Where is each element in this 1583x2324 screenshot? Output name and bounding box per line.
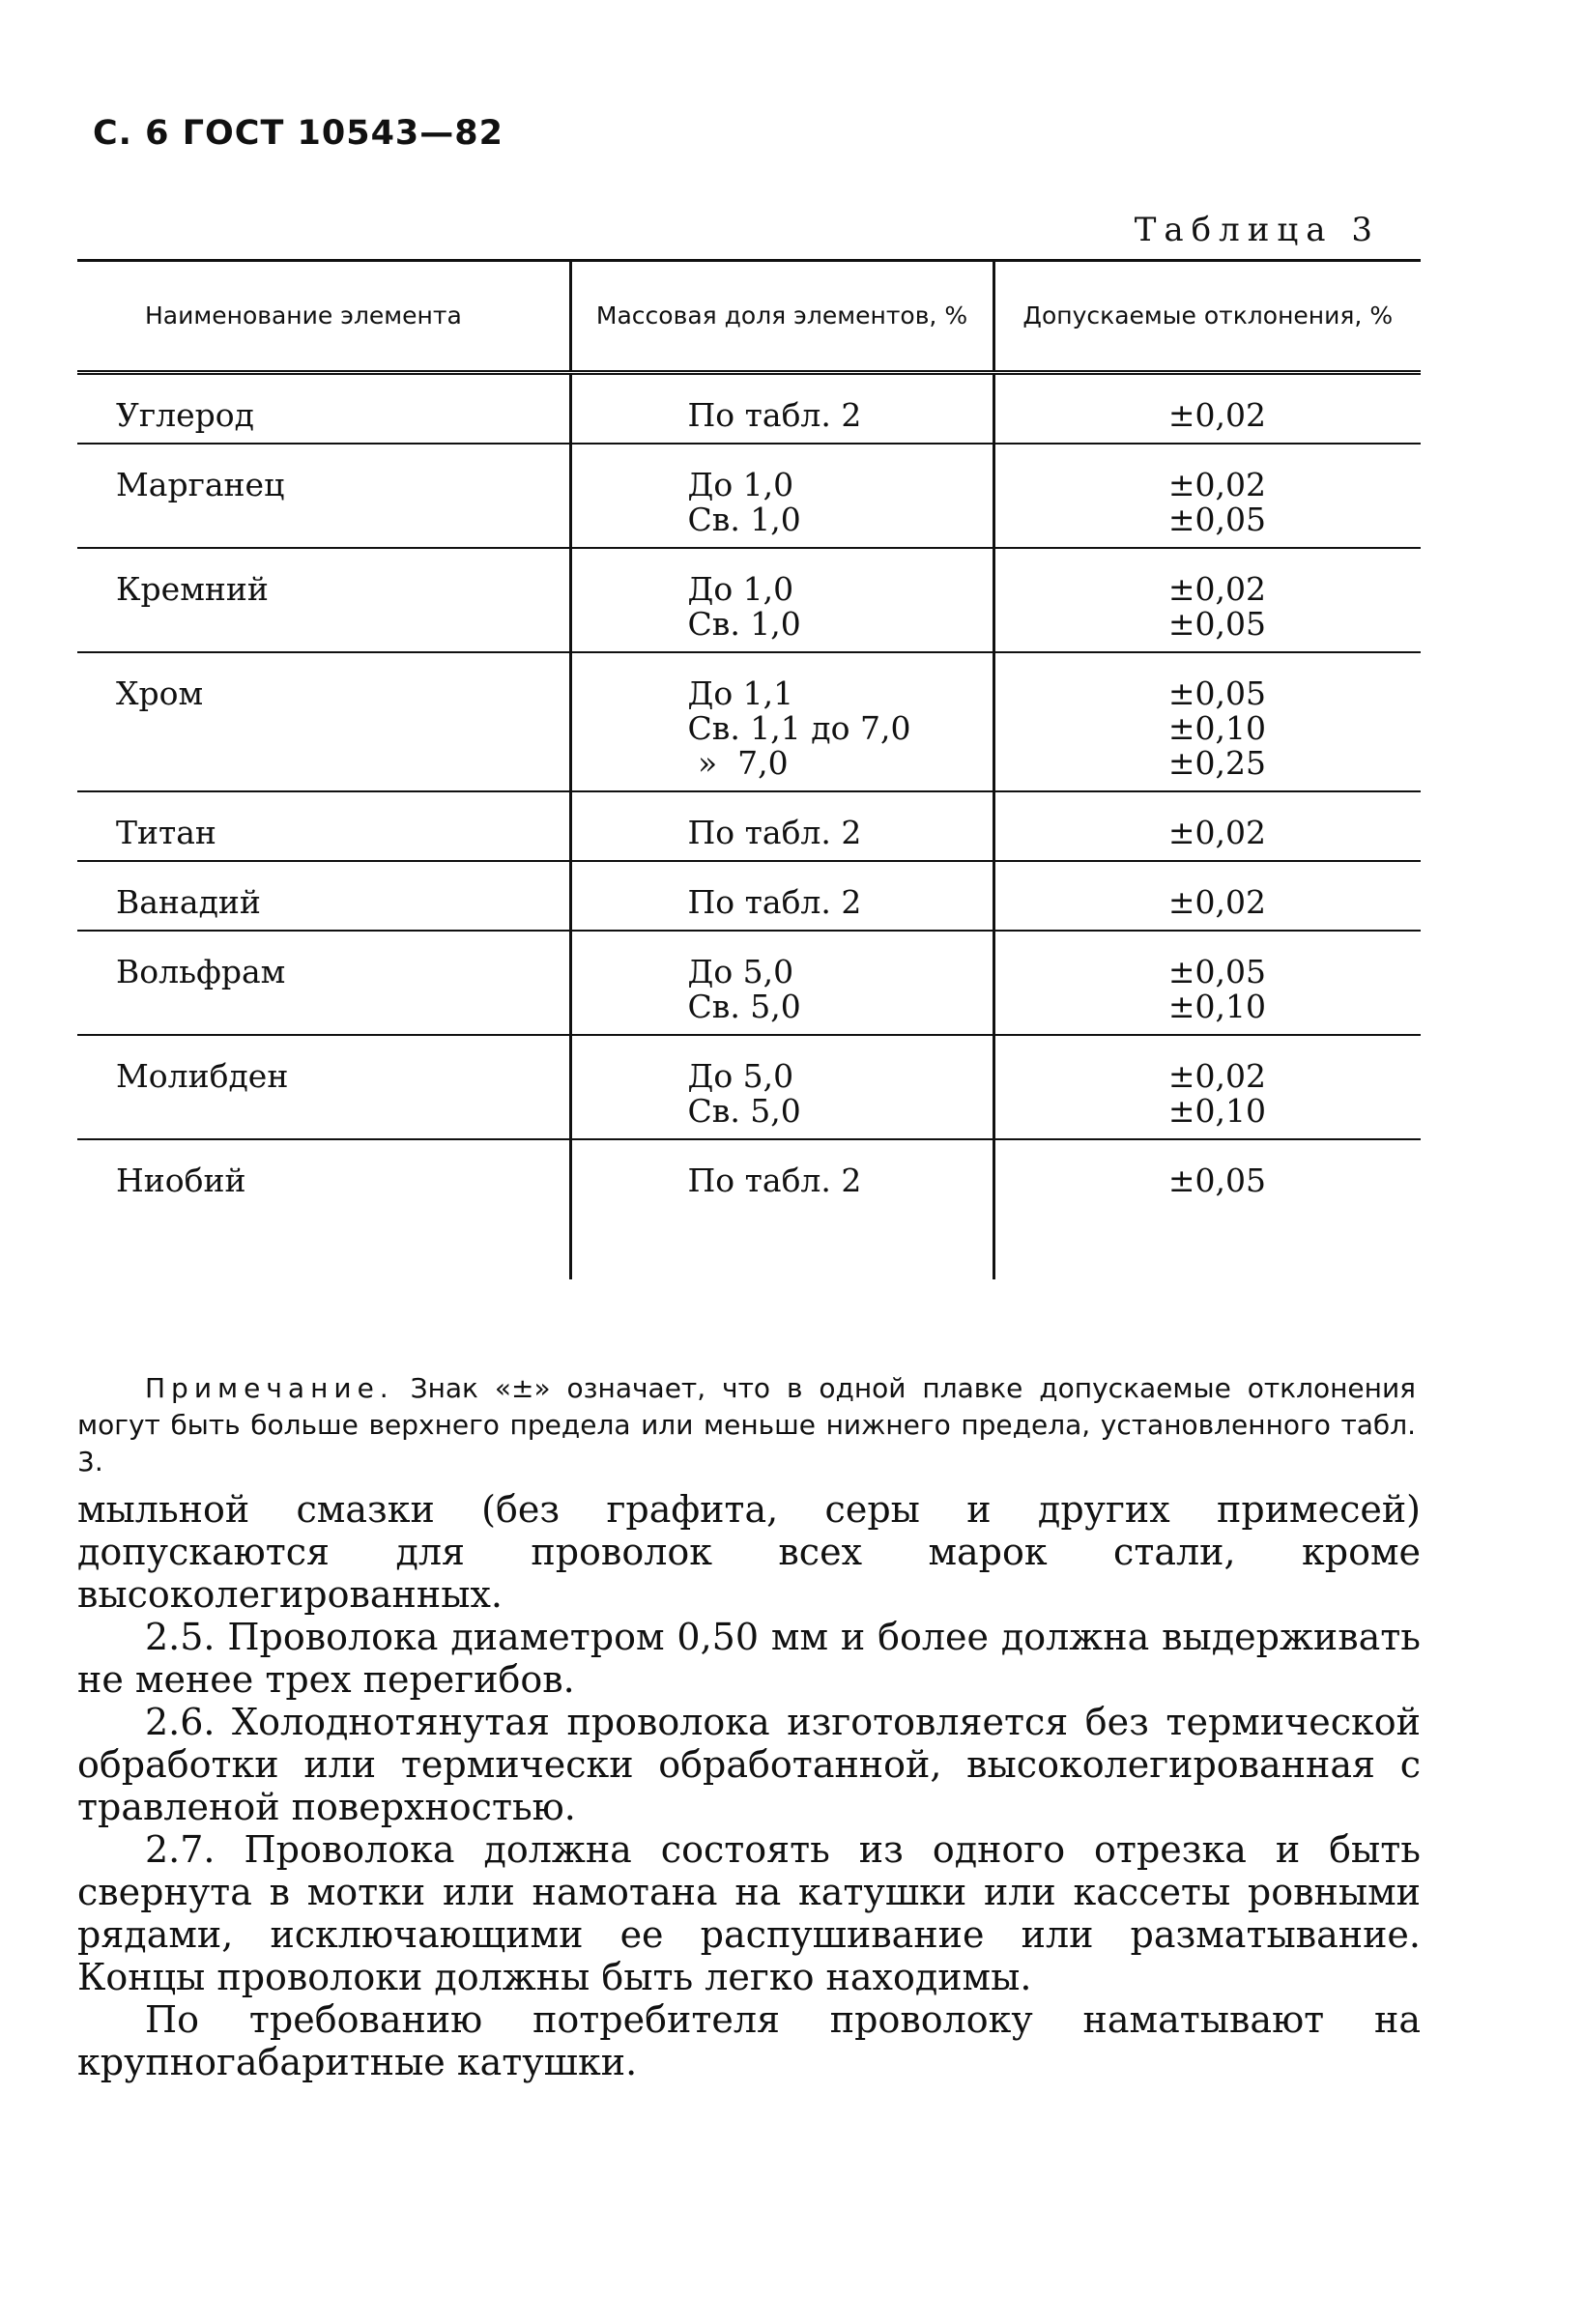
element-name-cell: Марганец (77, 444, 570, 548)
element-name-cell: Кремний (77, 548, 570, 652)
mass-fraction-cell (570, 652, 993, 791)
table-row (77, 548, 1421, 652)
deviation-value: ±0,10 (1167, 988, 1266, 1025)
deviation-value: ±0,02 (1167, 883, 1266, 921)
deviation-cell (993, 373, 1421, 445)
mass-fraction-value: До 5,0 (687, 953, 794, 990)
mass-fraction-value: По табл. 2 (687, 883, 862, 921)
mass-fraction-value: Св. 1,0 (687, 501, 801, 538)
deviation-cell (993, 548, 1421, 652)
element-name-cell: Молибден (77, 1035, 570, 1139)
mass-fraction-value: По табл. 2 (687, 1162, 862, 1199)
element-name-cell: Хром (77, 652, 570, 791)
table-note (77, 1370, 1416, 1480)
table-body (77, 373, 1421, 1280)
mass-fraction-value: Св. 5,0 (687, 1092, 801, 1130)
mass-fraction-cell (570, 373, 993, 445)
mass-fraction-value: До 5,0 (687, 1057, 794, 1095)
mass-fraction-value: До 1,0 (687, 466, 794, 503)
deviation-value: ±0,10 (1167, 1092, 1266, 1130)
deviation-value: ±0,05 (1167, 674, 1266, 712)
table-row (77, 1139, 1421, 1279)
page-header: С. 6 ГОСТ 10543—82 (93, 114, 504, 153)
deviation-cell (993, 444, 1421, 548)
deviation-cell (993, 791, 1421, 861)
deviation-value: ±0,05 (1167, 1162, 1266, 1199)
deviation-value: ±0,02 (1167, 396, 1266, 434)
deviation-value: ±0,25 (1167, 744, 1266, 782)
deviation-value: ±0,02 (1167, 1057, 1266, 1095)
mass-fraction-cell (570, 861, 993, 931)
mass-fraction-value: » 7,0 (687, 744, 789, 782)
table-row (77, 1035, 1421, 1139)
mass-fraction-cell (570, 1035, 993, 1139)
deviation-cell (993, 1139, 1421, 1279)
mass-fraction-cell (570, 931, 993, 1035)
deviation-value: ±0,02 (1167, 466, 1266, 503)
deviation-value: ±0,05 (1167, 953, 1266, 990)
element-name-cell: Ванадий (77, 861, 570, 931)
paragraph: мыльной смазки (без графита, серы и других примесей) допускаются для проволок всех марок стали, кроме высоколегированных. (77, 1488, 1421, 1616)
paragraph: 2.6. Холоднотянутая проволока изготовляется без термической обработки или термически обработанной, высоколегированная с травленой поверхностью. (77, 1701, 1421, 1828)
mass-fraction-value: До 1,1 (687, 674, 794, 712)
mass-fraction-value: По табл. 2 (687, 814, 862, 851)
paragraph: 2.7. Проволока должна состоять из одного отрезка и быть свернута в мотки или намотана на катушки или кассеты ровными рядами, исключающими ее распушивание или разматывание. Концы проволоки должны быть легко находимы. (77, 1828, 1421, 1998)
table-header-row (77, 261, 1421, 373)
note-label: Примечание. (145, 1372, 394, 1404)
paragraph: По требованию потребителя проволоку наматывают на крупногабаритные катушки. (77, 1998, 1421, 2083)
table-caption: Таблица 3 (1134, 211, 1380, 249)
table-row (77, 791, 1421, 861)
mass-fraction-value: Св. 5,0 (687, 988, 801, 1025)
column-header-name: Наименование элемента (77, 261, 570, 373)
deviation-cell (993, 652, 1421, 791)
mass-fraction-value: По табл. 2 (687, 396, 862, 434)
table-row (77, 373, 1421, 445)
note-text: Знак «±» означает, что в одной плавке допускаемые отклонения могут быть больше верхнего предела или меньше нижнего предела, установленного табл. 3. (77, 1372, 1416, 1478)
mass-fraction-cell (570, 444, 993, 548)
column-header-deviation: Допускаемые отклонения, % (993, 261, 1421, 373)
mass-fraction-value: До 1,0 (687, 570, 794, 608)
element-name-cell: Вольфрам (77, 931, 570, 1035)
deviation-value: ±0,05 (1167, 605, 1266, 643)
deviation-cell (993, 931, 1421, 1035)
table-row (77, 652, 1421, 791)
deviation-value: ±0,02 (1167, 570, 1266, 608)
mass-fraction-cell (570, 791, 993, 861)
paragraph: 2.5. Проволока диаметром 0,50 мм и более должна выдерживать не менее трех перегибов. (77, 1616, 1421, 1701)
table-row (77, 931, 1421, 1035)
body-text (77, 1488, 1421, 2083)
mass-fraction-cell (570, 548, 993, 652)
mass-fraction-value: Св. 1,1 до 7,0 (687, 709, 911, 747)
table-row (77, 861, 1421, 931)
element-table (77, 259, 1421, 1279)
deviation-value: ±0,10 (1167, 709, 1266, 747)
mass-fraction-value: Св. 1,0 (687, 605, 801, 643)
mass-fraction-cell (570, 1139, 993, 1279)
column-header-mass: Массовая доля элементов, % (570, 261, 993, 373)
table-row (77, 444, 1421, 548)
deviation-cell (993, 861, 1421, 931)
deviation-value: ±0,02 (1167, 814, 1266, 851)
element-name-cell: Титан (77, 791, 570, 861)
element-name-cell: Углерод (77, 373, 570, 445)
deviation-value: ±0,05 (1167, 501, 1266, 538)
deviation-cell (993, 1035, 1421, 1139)
element-name-cell: Ниобий (116, 1162, 246, 1199)
